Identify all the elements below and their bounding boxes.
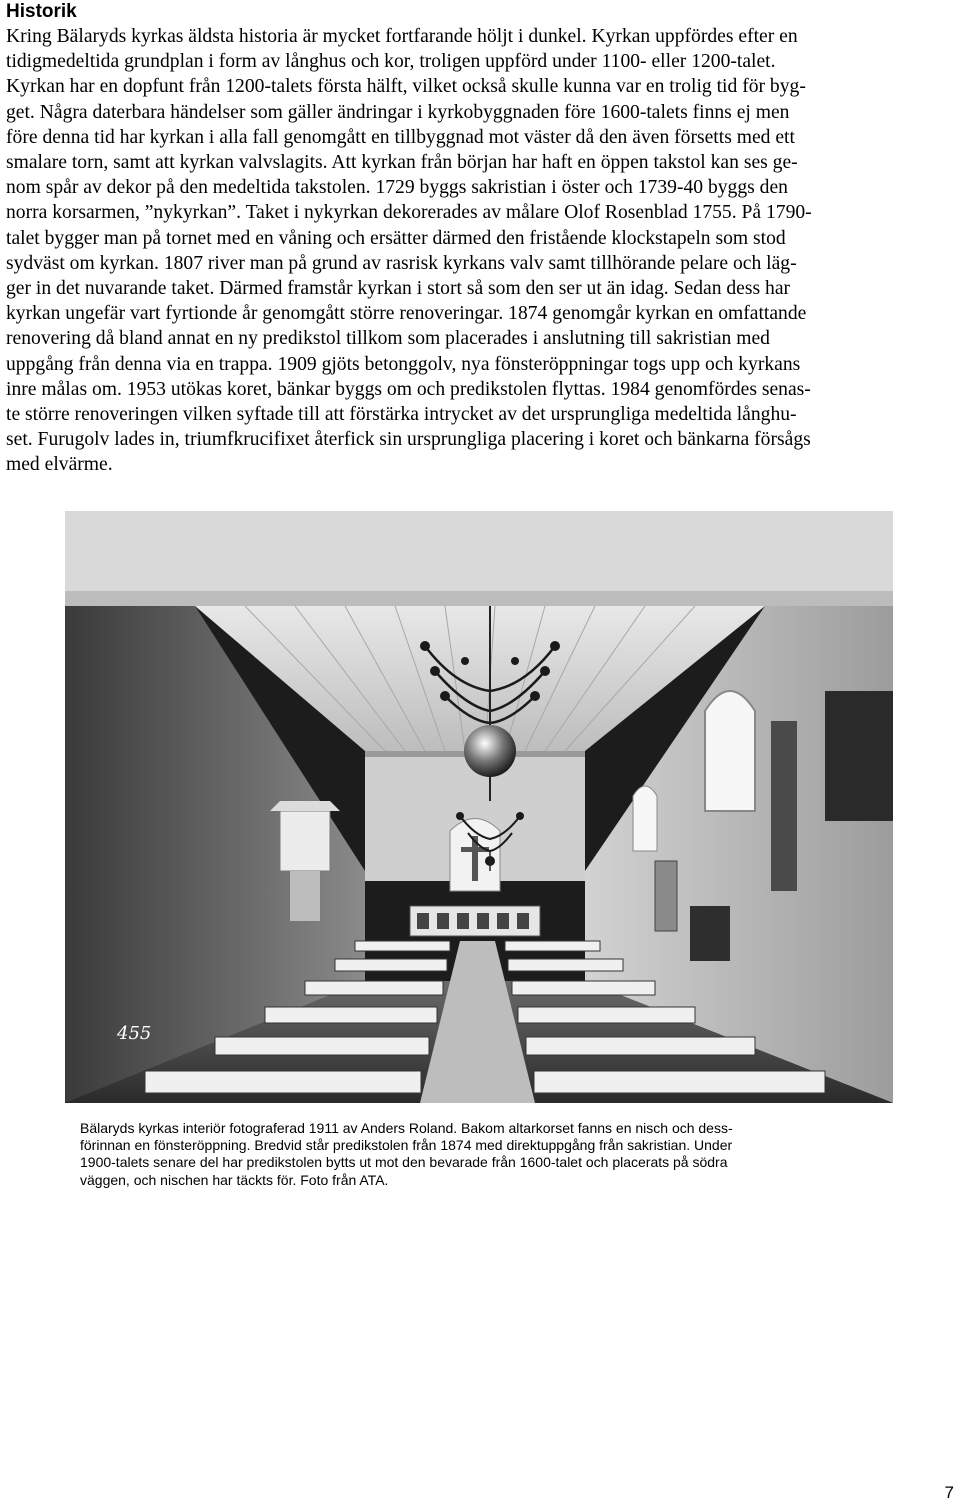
paragraph-line: inre målas om. 1953 utökas koret, bänkar byggs om och predikstolen flyttas. 1984 genomfördes senas- <box>6 378 811 400</box>
paragraph-line: renovering då bland annat en ny predikstol tillkom som placerades i anslutning till sakristian med <box>6 328 770 350</box>
paragraph-line: tidigmedeltida grundplan i form av långhus och kor, troligen uppförd under 1100- eller 1200-talet. <box>6 51 776 73</box>
paragraph-line: smalare torn, samt att kyrkan valvslagits. Att kyrkan från början har haft en öppen takstol kan ses ge- <box>6 152 798 174</box>
paragraph-line: ger in det nuvarande taket. Därmed framstår kyrkan i stort så som den ser ut än idag. Sedan dess har <box>6 278 791 300</box>
paragraph-line: talet bygger man på tornet med en våning och ersätter därmed den fristående klockstapeln som stod <box>6 227 786 249</box>
paragraph-line: Kring Bälaryds kyrkas äldsta historia är mycket fortfarande höljt i dunkel. Kyrkan uppfördes efter en <box>6 26 798 47</box>
paragraph-line: Kyrkan har en dopfunt från 1200-talets första hälft, vilket också skulle kunna var en trolig tid för byg- <box>6 76 806 98</box>
paragraph-line: te större renoveringen vilken syftade till att förstärka intrycket av det ursprungliga medeltida långhu- <box>6 404 797 426</box>
paragraph-line: före denna tid har kyrkan i alla fall genomgått en tillbyggnad mot väster då den även försetts med ett <box>6 126 795 148</box>
church-interior-photo <box>65 511 893 1103</box>
paragraph-line: uppgång från denna via en trappa. 1909 gjöts betonggolv, nya fönsteröppningar togs upp och kyrkans <box>6 353 801 375</box>
history-paragraph <box>6 24 954 478</box>
photo-inscription: 455 <box>117 1023 152 1044</box>
paragraph-line: kyrkan ungefär vart fyrtionde år genomgått större renoveringar. 1874 genomgår kyrkan en omfattande <box>6 303 807 325</box>
caption-line: väggen, och nischen har täckts för. Foto från ATA. <box>80 1171 389 1188</box>
page-number: 7 <box>944 1483 954 1502</box>
paragraph-line: nom spår av dekor på den medeltida takstolen. 1729 byggs sakristian i öster och 1739-40 byggs den <box>6 177 788 199</box>
section-heading: Historik <box>6 1 77 22</box>
paragraph-line: norra korsarmen, ”nykyrkan”. Taket i nykyrkan dekorerades av målare Olof Rosenblad 1755. På 1790- <box>6 202 812 224</box>
caption-line: 1900-talets senare del har predikstolen bytts ut mot den bevarade från 1600-talet och placerats på södra <box>80 1154 728 1171</box>
caption-line: förinnan en fönsteröppning. Bredvid står predikstolen från 1874 med direktuppgång från sakristian. Under <box>80 1137 733 1154</box>
caption-line: Bälaryds kyrkas interiör fotograferad 1911 av Anders Roland. Bakom altarkorset fanns en nisch och dess- <box>80 1120 733 1136</box>
paragraph-line: sydväst om kyrkan. 1807 river man på grund av rasrisk kyrkans valv samt tillhörande pelare och läg- <box>6 252 797 274</box>
paragraph-line: med elvärme. <box>6 454 113 476</box>
photo-caption <box>80 1120 880 1189</box>
paragraph-line: get. Några daterbara händelser som gäller ändringar i kyrkobyggnaden före 1600-talets finns ej men <box>6 101 790 123</box>
paragraph-line: set. Furugolv lades in, triumfkrucifixet återfick sin ursprungliga placering i koret och bänkarna försågs <box>6 429 811 451</box>
